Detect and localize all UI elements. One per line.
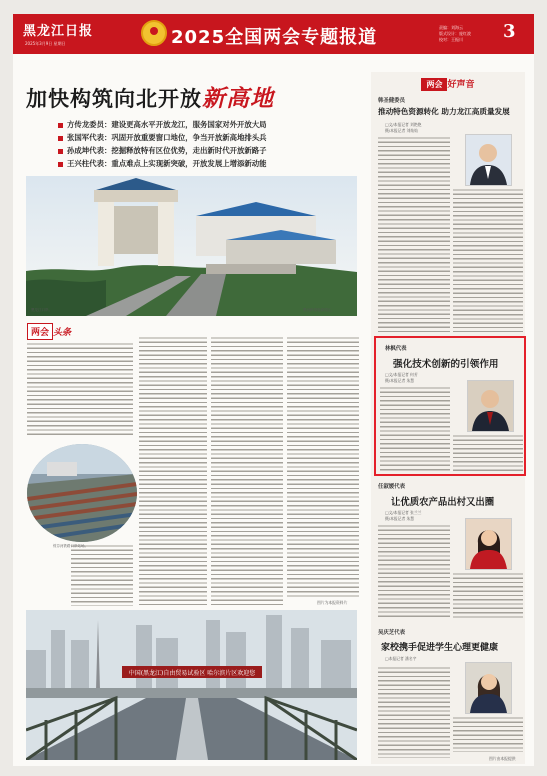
delegate-name: 任淑媛代表 — [378, 484, 405, 490]
subheadlines — [58, 118, 358, 170]
byline: □本报记者 潘名宇 — [385, 656, 417, 661]
bridge-city-photo — [26, 610, 357, 760]
block-headline: 强化技术创新的引领作用 — [393, 359, 499, 370]
article-text — [453, 188, 523, 332]
article-text — [71, 544, 133, 606]
delegate-portrait — [465, 662, 512, 714]
delegate-portrait — [467, 380, 514, 432]
masthead — [13, 14, 534, 54]
block-headline: 家校携手促进学生心理更健康 — [381, 643, 499, 653]
emblem-icon — [141, 20, 167, 46]
article-text — [378, 666, 450, 758]
photo-caption: 黑龙江口岸。 — [31, 308, 52, 312]
delegate-name: 韩圣健委员 — [378, 98, 405, 104]
subheadline: 张国军代表：巩固开放重要窗口地位，争当开放新高地排头兵 — [58, 131, 358, 144]
section-title: 2025全国两会专题报道 — [171, 27, 378, 48]
subheadline: 孙成坤代表：挖掘释放特有区位优势，走出新时代开放新路子 — [58, 144, 358, 157]
subheadline: 方传龙委员：建设更高水平开放龙江，服务国家对外开放大局 — [58, 118, 358, 131]
newspaper-logo: 黑龙江日报 — [23, 24, 94, 39]
delegate-name: 林枫代表 — [385, 346, 407, 352]
article-text — [27, 342, 133, 438]
article-text — [378, 136, 450, 332]
delegate-name: 吴庆芝代表 — [378, 630, 405, 636]
article-text — [453, 434, 523, 472]
article-text — [380, 386, 450, 472]
photo-caption: 绥芬河铁路口岸站场。 — [53, 544, 88, 548]
train-yard-photo — [27, 444, 137, 542]
delegate-portrait — [465, 518, 512, 570]
byline: □文/本报记者 张兰兰 摄/本报记者 朱慧 — [385, 510, 422, 521]
article-text — [378, 524, 450, 620]
right-column-header: 两会 好声音 — [371, 72, 525, 88]
article-text — [287, 336, 359, 598]
issue-date: 2025年3月9日 星期日 — [25, 41, 66, 46]
newspaper-page — [13, 14, 534, 766]
page-number: 3 — [503, 21, 516, 42]
photo-credit: 图片为本报资料片 — [317, 600, 348, 605]
delegate-portrait — [465, 134, 512, 186]
subheadline: 王兴柱代表：重点难点上实现新突破，开放发展上增添新动能 — [58, 157, 358, 170]
article-text — [453, 572, 523, 620]
port-photo — [26, 176, 357, 316]
article-text — [211, 336, 283, 608]
block-headline: 让优质农产品出村又出圈 — [391, 497, 495, 508]
block-headline: 推动特色资源转化 助力龙江高质量发展 — [378, 107, 510, 116]
section-tag: 两会 头条 — [27, 320, 119, 340]
editor-info: 责编：刘海云 版式设计：庞红波 校对：王振川 — [439, 25, 471, 42]
byline: □文/本报记者 刘艳艳 摄/本报记者 刘灿灿 — [385, 122, 422, 133]
photo-caption: 黑河跨境电商园区。 — [303, 308, 335, 312]
main-headline: 加快构筑向北开放新高地 — [26, 86, 274, 112]
article-text — [139, 336, 207, 608]
bridge-banner: 中国(黑龙江)自由贸易试验区 哈尔滨片区欢迎您 — [128, 670, 256, 677]
article-text — [453, 716, 523, 752]
photo-credit: 图片由本报提供 — [489, 756, 516, 761]
byline: □文/本报记者 何芳 摄/本报记者 朱慧 — [385, 372, 418, 383]
